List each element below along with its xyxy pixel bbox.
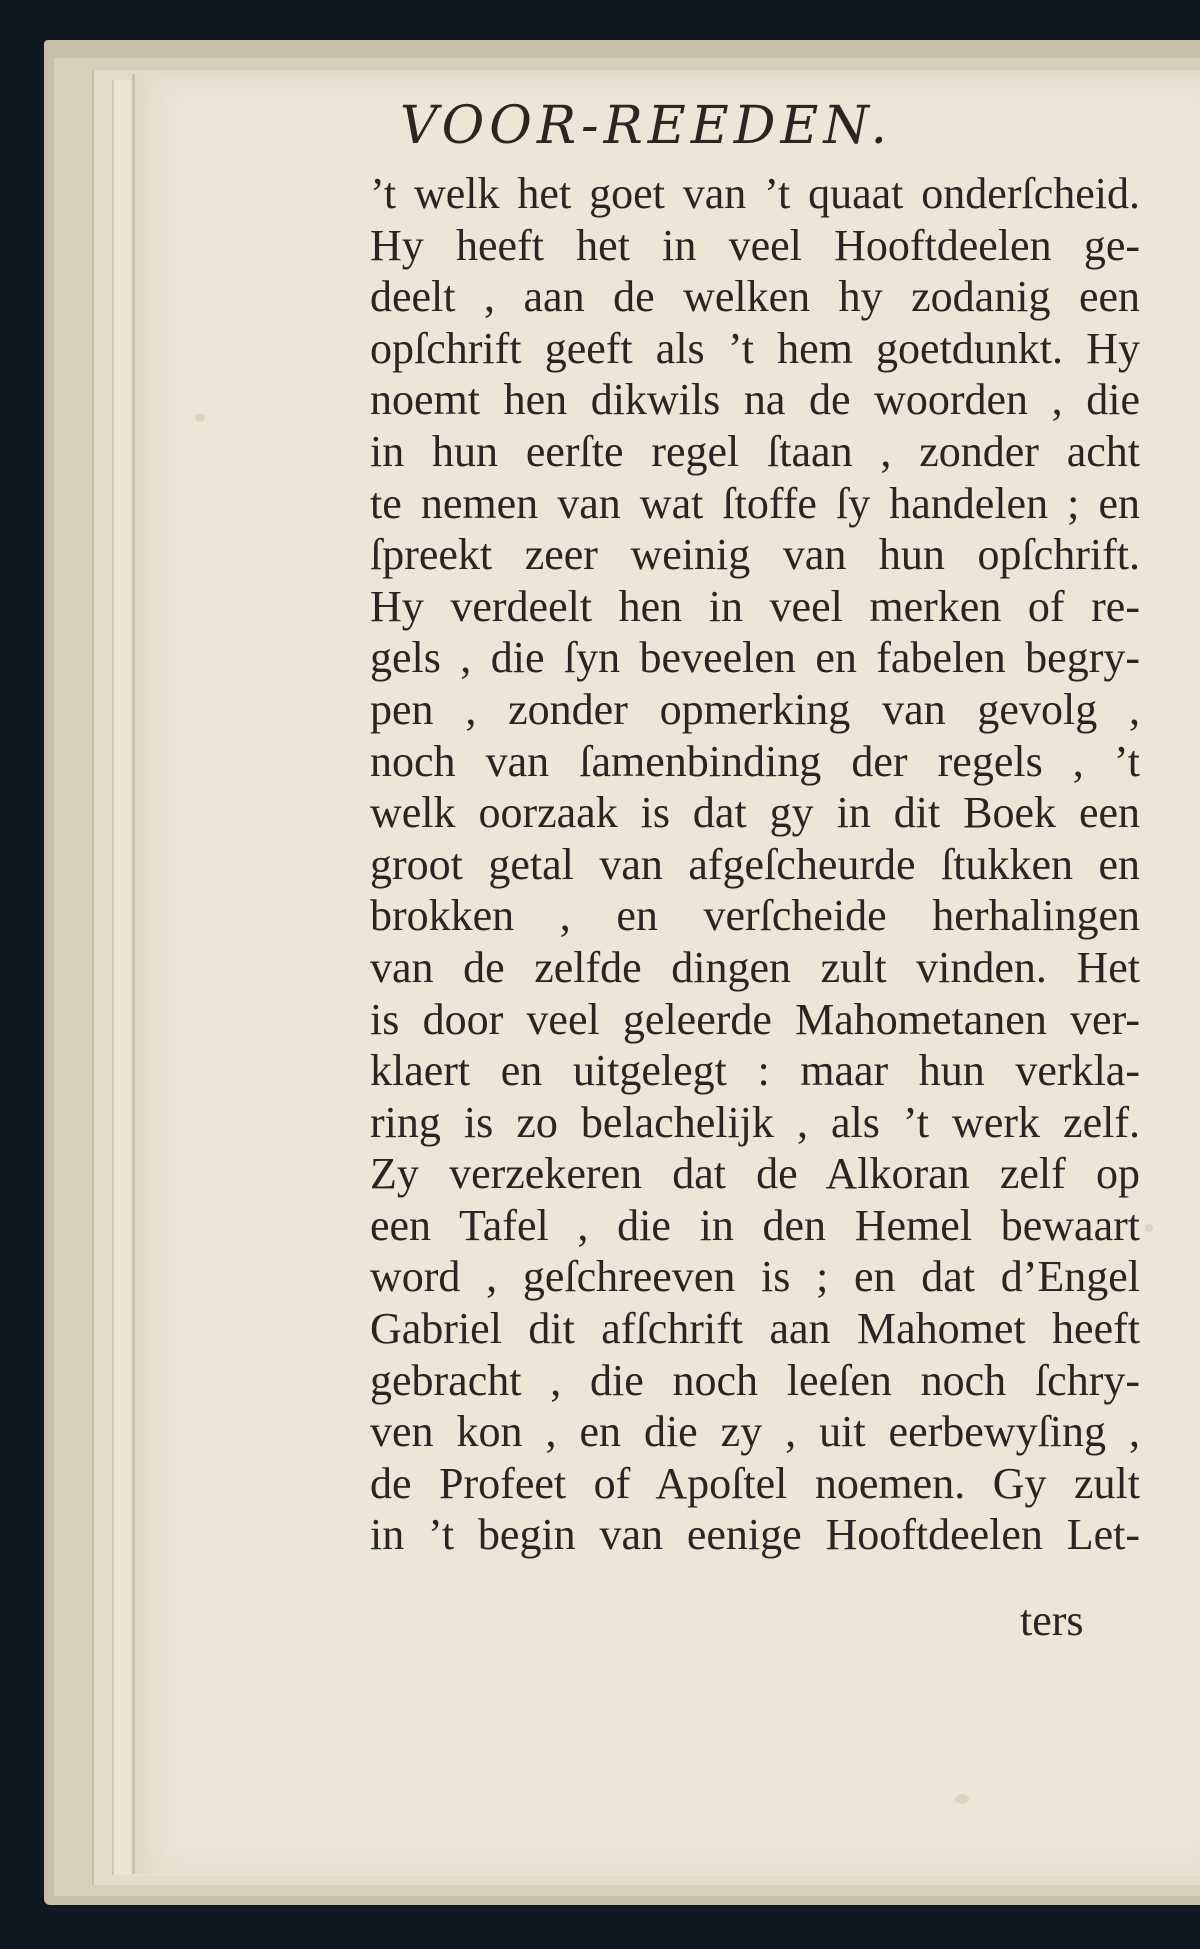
text-line: noch van ſamenbinding der regels , ’t xyxy=(370,736,1140,786)
text-line: Gabriel dit afſchrift aan Mahomet heeft xyxy=(370,1304,1140,1354)
body-text xyxy=(370,168,1140,1561)
text-line: gebracht , die noch leeſen noch ſchry- xyxy=(370,1355,1140,1405)
text-line: Zy verzekeren dat de Alkoran zelf op xyxy=(370,1149,1140,1199)
running-head: VOOR-REEDEN. xyxy=(400,96,893,156)
text-line: te nemen van wat ſtoffe ſy handelen ; en xyxy=(370,478,1140,528)
text-line: ven kon , en die zy , uit eerbewyſing , xyxy=(370,1407,1140,1457)
text-line: ring is zo belachelijk , als ’t werk zelf. xyxy=(370,1097,1140,1147)
foxing-spot xyxy=(955,1794,969,1804)
text-line: brokken , en verſcheide herhalingen xyxy=(370,891,1140,941)
text-line: de Profeet of Apoſtel noemen. Gy zult xyxy=(370,1458,1140,1508)
catchword: ters xyxy=(1020,1596,1084,1645)
text-line: ’t welk het goet van ’t quaat onderſcheid. xyxy=(370,169,1140,218)
text-line: Hy heeft het in veel Hooftdeelen ge- xyxy=(370,220,1140,270)
text-line: groot getal van afgeſcheurde ſtukken en xyxy=(370,839,1140,889)
foxing-spot xyxy=(195,414,205,422)
text-line: van de zelfde dingen zult vinden. Het xyxy=(370,942,1140,992)
text-line: Hy verdeelt hen in veel merken of re- xyxy=(370,581,1140,631)
text-line: word , geſchreeven is ; en dat d’Engel xyxy=(370,1252,1140,1302)
text-line: welk oorzaak is dat gy in dit Boek een xyxy=(370,788,1140,838)
text-line: in ’t begin van eenige Hooftdeelen Let- xyxy=(370,1510,1140,1560)
text-line: ſpreekt zeer weinig van hun opſchrift. xyxy=(370,530,1140,580)
text-line: klaert en uitgelegt : maar hun verkla- xyxy=(370,1046,1140,1096)
text-line: een Tafel , die in den Hemel bewaart xyxy=(370,1200,1140,1250)
text-line: deelt , aan de welken hy zodanig een xyxy=(370,272,1140,322)
text-line: gels , die ſyn beveelen en fabelen begry- xyxy=(370,633,1140,683)
text-line: in hun eerſte regel ſtaan , zonder acht xyxy=(370,426,1140,476)
text-line: opſchrift geeft als ’t hem goetdunkt. Hy xyxy=(370,323,1140,373)
foxing-spot xyxy=(1145,1224,1153,1232)
text-line: noemt hen dikwils na de woorden , die xyxy=(370,375,1140,425)
text-line: pen , zonder opmerking van gevolg , xyxy=(370,684,1140,734)
text-line: is door veel geleerde Mahometanen ver- xyxy=(370,994,1140,1044)
